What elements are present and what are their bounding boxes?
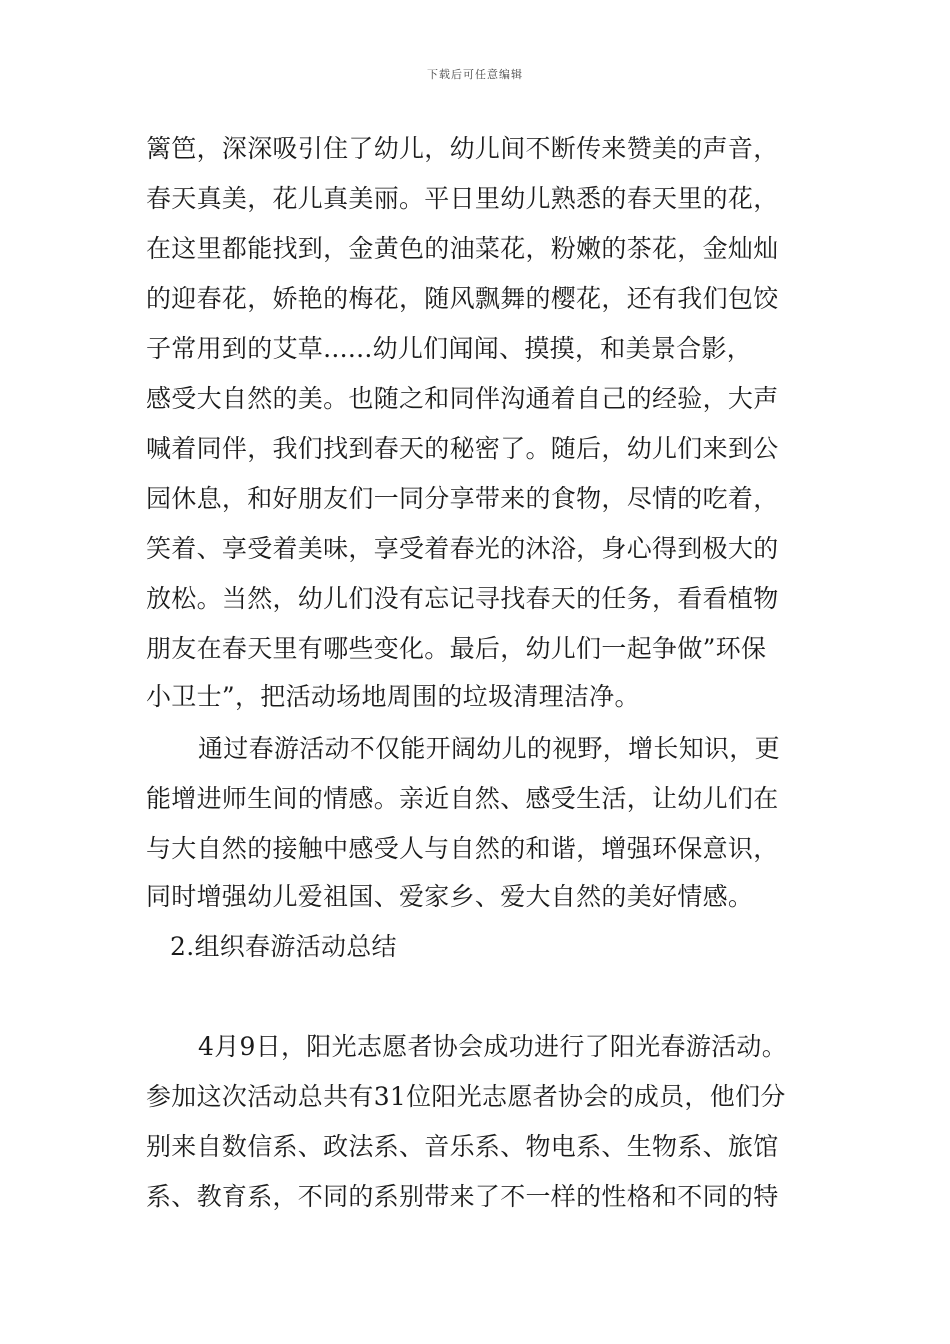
section-heading: 2.组织春游活动总结 xyxy=(170,932,397,961)
paragraph-first-line: 通过春游活动不仅能开阔幼儿的视野，增长知识，更 xyxy=(198,734,780,763)
text-line: 园休息，和好朋友们一同分享带来的食物，尽情的吃着， xyxy=(146,484,779,513)
paragraph-first-line: 4月9日，阳光志愿者协会成功进行了阳光春游活动。 xyxy=(198,1032,788,1061)
text-line: 能增进师生间的情感。亲近自然、感受生活，让幼儿们在 xyxy=(146,784,779,813)
text-line: 与大自然的接触中感受人与自然的和谐，增强环保意识， xyxy=(146,834,779,863)
header-note: 下载后可任意编辑 xyxy=(427,68,523,81)
text-line: 感受大自然的美。也随之和同伴沟通着自己的经验，大声 xyxy=(146,384,779,413)
text-line: 参加这次活动总共有31位阳光志愿者协会的成员，他们分 xyxy=(146,1082,786,1111)
text-line: 的迎春花，娇艳的梅花，随风飘舞的樱花，还有我们包饺 xyxy=(146,284,779,313)
text-line: 系、教育系，不同的系别带来了不一样的性格和不同的特 xyxy=(146,1182,779,1211)
text-line: 笑着、享受着美味，享受着春光的沐浴，身心得到极大的 xyxy=(146,534,779,563)
text-line: 子常用到的艾草......幼儿们闻闻、摸摸，和美景合影， xyxy=(146,334,753,363)
text-line: 放松。当然，幼儿们没有忘记寻找春天的任务，看看植物 xyxy=(146,584,779,613)
text-line: 喊着同伴，我们找到春天的秘密了。随后，幼儿们来到公 xyxy=(146,434,779,463)
text-line: 同时增强幼儿爱祖国、爱家乡、爱大自然的美好情感。 xyxy=(146,882,754,911)
text-line: 在这里都能找到，金黄色的油菜花，粉嫩的茶花，金灿灿 xyxy=(146,234,779,263)
text-line: 小卫士”，把活动场地周围的垃圾清理洁净。 xyxy=(146,682,640,711)
text-line: 别来自数信系、政法系、音乐系、物电系、生物系、旅馆 xyxy=(146,1132,779,1161)
text-line: 春天真美，花儿真美丽。平日里幼儿熟悉的春天里的花， xyxy=(146,184,779,213)
text-line: 朋友在春天里有哪些变化。最后，幼儿们一起争做”环保 xyxy=(146,634,767,663)
text-line: 篱笆，深深吸引住了幼儿，幼儿间不断传来赞美的声音， xyxy=(146,134,779,163)
